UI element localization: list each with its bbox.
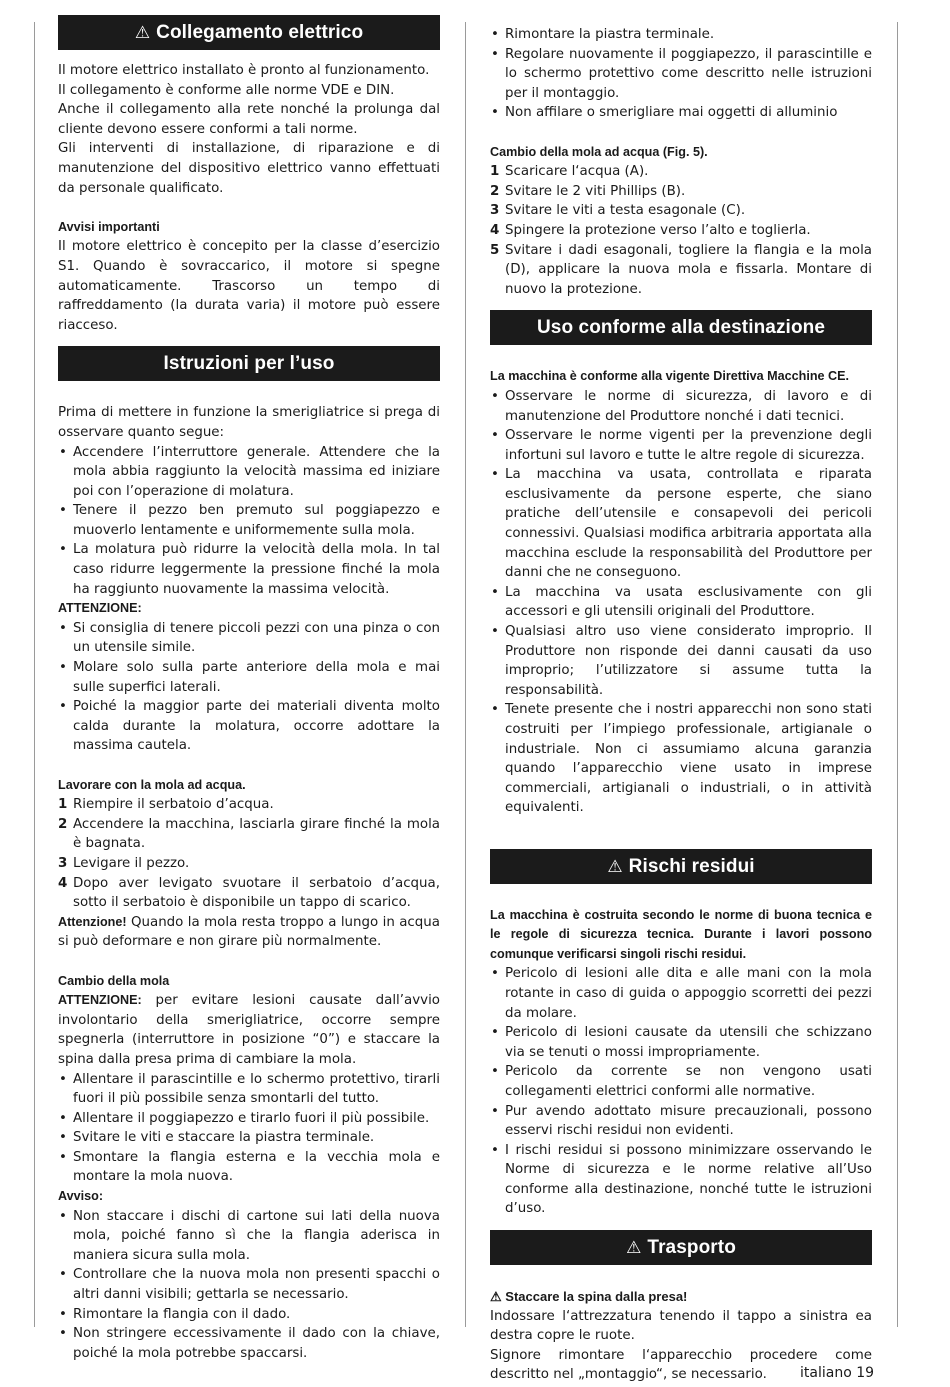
list-item: • Molare solo sulla parte anteriore della mola e mai sulle superfici laterali. — [58, 658, 440, 697]
step-text: Svitare le viti a testa esagonale (C). — [505, 203, 746, 219]
paragraph — [58, 991, 440, 1069]
step-text: Svitare i dadi esagonali, togliere la flangia e la mola (D), applicare la nuova mola e fissarla. Montare di nuovo la protezione. — [505, 242, 872, 297]
step-number: 2 — [490, 183, 500, 199]
list-item: • Smontare la flangia esterna e la vecchia mola e montare la mola nuova. — [58, 1148, 440, 1187]
step-text: Riempire il serbatoio d’acqua. — [73, 797, 274, 813]
section-title: Uso conforme alla destinazione — [536, 317, 826, 339]
inline-bold: Attenzione! — [58, 914, 127, 929]
bullet-list — [58, 619, 440, 756]
bullet-list — [58, 443, 440, 600]
list-item: • Pur avendo adottato misure precauzionali, possono esservi rischi residui non evidenti. — [490, 1102, 872, 1141]
list-item: • Allentare il parascintille e lo schermo protettivo, tirarli fuori il più possibile senza smontarli del tutto. — [58, 1070, 440, 1109]
paragraph-bold: La macchina è costruita secondo le norme di buona tecnica e le regole di sicurezza tecnica. Durante i lavori possono comunque verificarsi singoli rischi residui. — [490, 907, 872, 961]
section-title: Trasporto — [647, 1237, 736, 1259]
bullet-list — [58, 1207, 440, 1364]
list-item — [58, 874, 440, 913]
step-number: 4 — [490, 222, 500, 238]
list-item: • Tenere il pezzo ben premuto sul poggiapezzo e muoverlo lentamente e uniformemente sulla mola. — [58, 501, 440, 540]
section-title: Istruzioni per l’uso — [163, 353, 335, 375]
subheading-avviso: Avviso: — [58, 1189, 104, 1204]
numbered-list — [490, 162, 872, 299]
subheading-attenzione: ATTENZIONE: — [58, 601, 142, 616]
step-text: Dopo aver levigato svuotare il serbatoio d’acqua, sotto il serbatoio è disponibile un tappo di scarico. — [73, 875, 440, 911]
list-item — [490, 162, 872, 182]
list-item: • Qualsiasi altro uso viene considerato improprio. Il Produttore non risponde dei danni causati da uso improprio; l’utilizzatore si assume tutta la responsabilità. — [490, 622, 872, 700]
paragraph: Il motore elettrico è concepito per la classe d’esercizio S1. Quando è sovraccarico, il motore si spegne automaticamente. Trascorso un tempo di raffreddamento (la durata varia) il motore può essere riacceso. — [58, 239, 440, 333]
paragraph: Il motore elettrico installato è pronto al funzionamento. — [58, 63, 430, 78]
step-text: Spingere la protezione verso l’alto e toglierla. — [505, 222, 811, 238]
section-title: Rischi residui — [628, 855, 755, 877]
right-column — [490, 25, 875, 1385]
step-text: Svitare le 2 viti Phillips (B). — [505, 183, 686, 199]
numbered-list — [58, 795, 440, 913]
subheading-cambio-acqua: Cambio della mola ad acqua (Fig. 5). — [490, 144, 708, 159]
list-item: • Pericolo di lesioni causate da utensili che schizzano via se tenuti o mossi impropriamente. — [490, 1023, 872, 1062]
list-item: • Poiché la maggior parte dei materiali diventa molto calda durante la molatura, occorre adottare la massima cautela. — [58, 697, 440, 756]
list-item: • La molatura può ridurre la velocità della mola. In tal caso ridurre leggermente la pressione finché la mola ha raggiunto nuovamente la massima velocità. — [58, 540, 440, 599]
inline-text: per evitare lesioni causate dall’avvio involontario della smerigliatrice, occorre sempre spegnerla (interruttore in posizione “0”) e staccare la spina dalla presa prima di cambiare la mola. — [58, 993, 440, 1067]
subheading-lavorare: Lavorare con la mola ad acqua. — [58, 777, 246, 792]
step-text: Scaricare l‘acqua (A). — [505, 164, 649, 180]
step-number: 3 — [58, 855, 68, 871]
step-text: Accendere la macchina, lasciarla girare finché la mola è bagnata. — [73, 816, 440, 852]
step-text: Levigare il pezzo. — [73, 855, 190, 871]
paragraph: Prima di mettere in funzione la smerigliatrice si prega di osservare quanto segue: — [58, 405, 440, 440]
list-item — [490, 182, 872, 202]
list-item — [490, 201, 872, 221]
list-item: • La macchina va usata, controllata e riparata esclusivamente da persone esperte, che siano pratiche dell’utensile e consapevoli dei pericoli connessivi. Qualsiasi modifica arbitraria apportata alla macchina esclude la responsabilità del Produttore per danni che ne conseguono. — [490, 465, 872, 583]
list-item: • I rischi residui si possono minimizzare osservando le Norme di sicurezza e le norme relative all’Uso conforme alla destinazione, nonché tutte le istruzioni d’uso. — [490, 1141, 872, 1219]
list-item: • Accendere l’interruttore generale. Attendere che la mola abbia raggiunto la velocità massima ed iniziare poi con l’operazione di molatura. — [58, 443, 440, 502]
section-header-collegamento — [58, 15, 440, 50]
warning-text: Staccare la spina dalla presa! — [505, 1289, 688, 1305]
bullet-list — [58, 1070, 440, 1188]
subheading-avvisi: Avvisi importanti — [58, 219, 160, 234]
warning-triangle-icon: ⚠ — [490, 1289, 502, 1305]
paragraph — [58, 913, 440, 952]
list-item: • Pericolo da corrente se non vengono usati collegamenti elettrici conformi alle normative. — [490, 1062, 872, 1101]
list-item: • Non affilare o smerigliare mai oggetti di alluminio — [490, 103, 872, 123]
bullet-list — [490, 25, 872, 123]
paragraph: Anche il collegamento alla rete nonché la prolunga dal cliente devono essere conformi a tali norme. — [58, 102, 440, 137]
list-item: • Si consiglia di tenere piccoli pezzi con una pinza o con un utensile simile. — [58, 619, 440, 658]
warning-triangle-icon: ⚠ — [607, 856, 623, 876]
step-number: 2 — [58, 816, 68, 832]
step-number: 5 — [490, 242, 500, 258]
warning-triangle-icon: ⚠ — [626, 1238, 642, 1258]
inline-text: Quando la mola resta troppo a lungo in acqua si può deformare e non girare più normalmente. — [58, 914, 440, 950]
list-item: • Allentare il poggiapezzo e tirarlo fuori il più possibile. — [58, 1109, 440, 1129]
section-header-rischi — [490, 849, 872, 884]
paragraph-bold: La macchina è conforme alla vigente Direttiva Macchine CE. — [490, 369, 850, 384]
column-divider — [465, 22, 466, 1327]
right-margin-rule — [897, 22, 898, 1327]
list-item: • Regolare nuovamente il poggiapezzo, il parascintille e lo schermo protettivo come descritto nelle istruzioni per il montaggio. — [490, 45, 872, 104]
section-header-istruzioni — [58, 346, 440, 381]
bullet-list — [490, 387, 872, 818]
paragraph: Gli interventi di installazione, di riparazione e di manutenzione del dispositivo elettrico vanno effettuati da personale qualificato. — [58, 141, 440, 196]
inline-bold: ATTENZIONE: — [58, 993, 142, 1008]
transport-warning — [490, 1287, 872, 1307]
page-number: italiano 19 — [800, 1365, 875, 1381]
list-item: • Svitare le viti e staccare la piastra terminale. — [58, 1128, 440, 1148]
bullet-list — [490, 964, 872, 1219]
section-title: Collegamento elettrico — [156, 22, 364, 43]
list-item: • Pericolo di lesioni alle dita e alle mani con la mola rotante in caso di guida o appoggio scorretti dei pezzi da molare. — [490, 964, 872, 1023]
section-header-uso — [490, 310, 872, 345]
list-item: • Controllare che la nuova mola non presenti spacchi o altri danni visibili; gettarla se necessario. — [58, 1265, 440, 1304]
paragraph: Signore rimontare l‘apparecchio procedere come descritto nel „montaggio“, se necessario. — [490, 1347, 872, 1383]
paragraph: Il collegamento è conforme alle norme VDE e DIN. — [58, 82, 395, 98]
list-item — [490, 221, 872, 241]
warning-triangle-icon: ⚠ — [134, 23, 151, 42]
list-item: • La macchina va usata esclusivamente con gli accessori e gli utensili originali del Produttore. — [490, 583, 872, 622]
list-item — [490, 241, 872, 300]
step-number: 4 — [58, 875, 68, 891]
list-item: • Rimontare la flangia con il dado. — [58, 1305, 440, 1325]
section-header-trasporto — [490, 1230, 872, 1265]
step-number: 1 — [58, 797, 68, 813]
subheading-cambio: Cambio della mola — [58, 973, 170, 988]
list-item: • Osservare le norme vigenti per la prevenzione degli infortuni sul lavoro e tutte le altre regole di sicurezza. — [490, 426, 872, 465]
paragraph: Indossare l‘attrezzatura tenendo il tappo a sinistra ea destra copre le ruote. — [490, 1308, 872, 1344]
list-item: • Non staccare i dischi di cartone sui lati della nuova mola, poiché fanno sì che la flangia aderisca in maniera sicura sulla mola. — [58, 1207, 440, 1266]
step-number: 3 — [490, 203, 500, 219]
list-item — [58, 795, 440, 815]
step-number: 1 — [490, 164, 500, 180]
left-margin-rule — [34, 22, 35, 1327]
list-item — [58, 815, 440, 854]
list-item: • Osservare le norme di sicurezza, di lavoro e di manutenzione del Produttore nonché i dati tecnici. — [490, 387, 872, 426]
list-item: • Rimontare la piastra terminale. — [490, 25, 872, 45]
left-column — [58, 15, 440, 1363]
list-item: • Non stringere eccessivamente il dado con la chiave, poiché la mola potrebbe spaccarsi. — [58, 1324, 440, 1363]
list-item — [58, 854, 440, 874]
list-item: • Tenete presente che i nostri apparecchi non sono stati costruiti per l’impiego professionale, artigianale o industriale. Non ci assumiamo alcuna garanzia quando l’apparecchio viene usato in imprese commerciali, artigianali o industriali, o in attività equivalenti. — [490, 700, 872, 818]
